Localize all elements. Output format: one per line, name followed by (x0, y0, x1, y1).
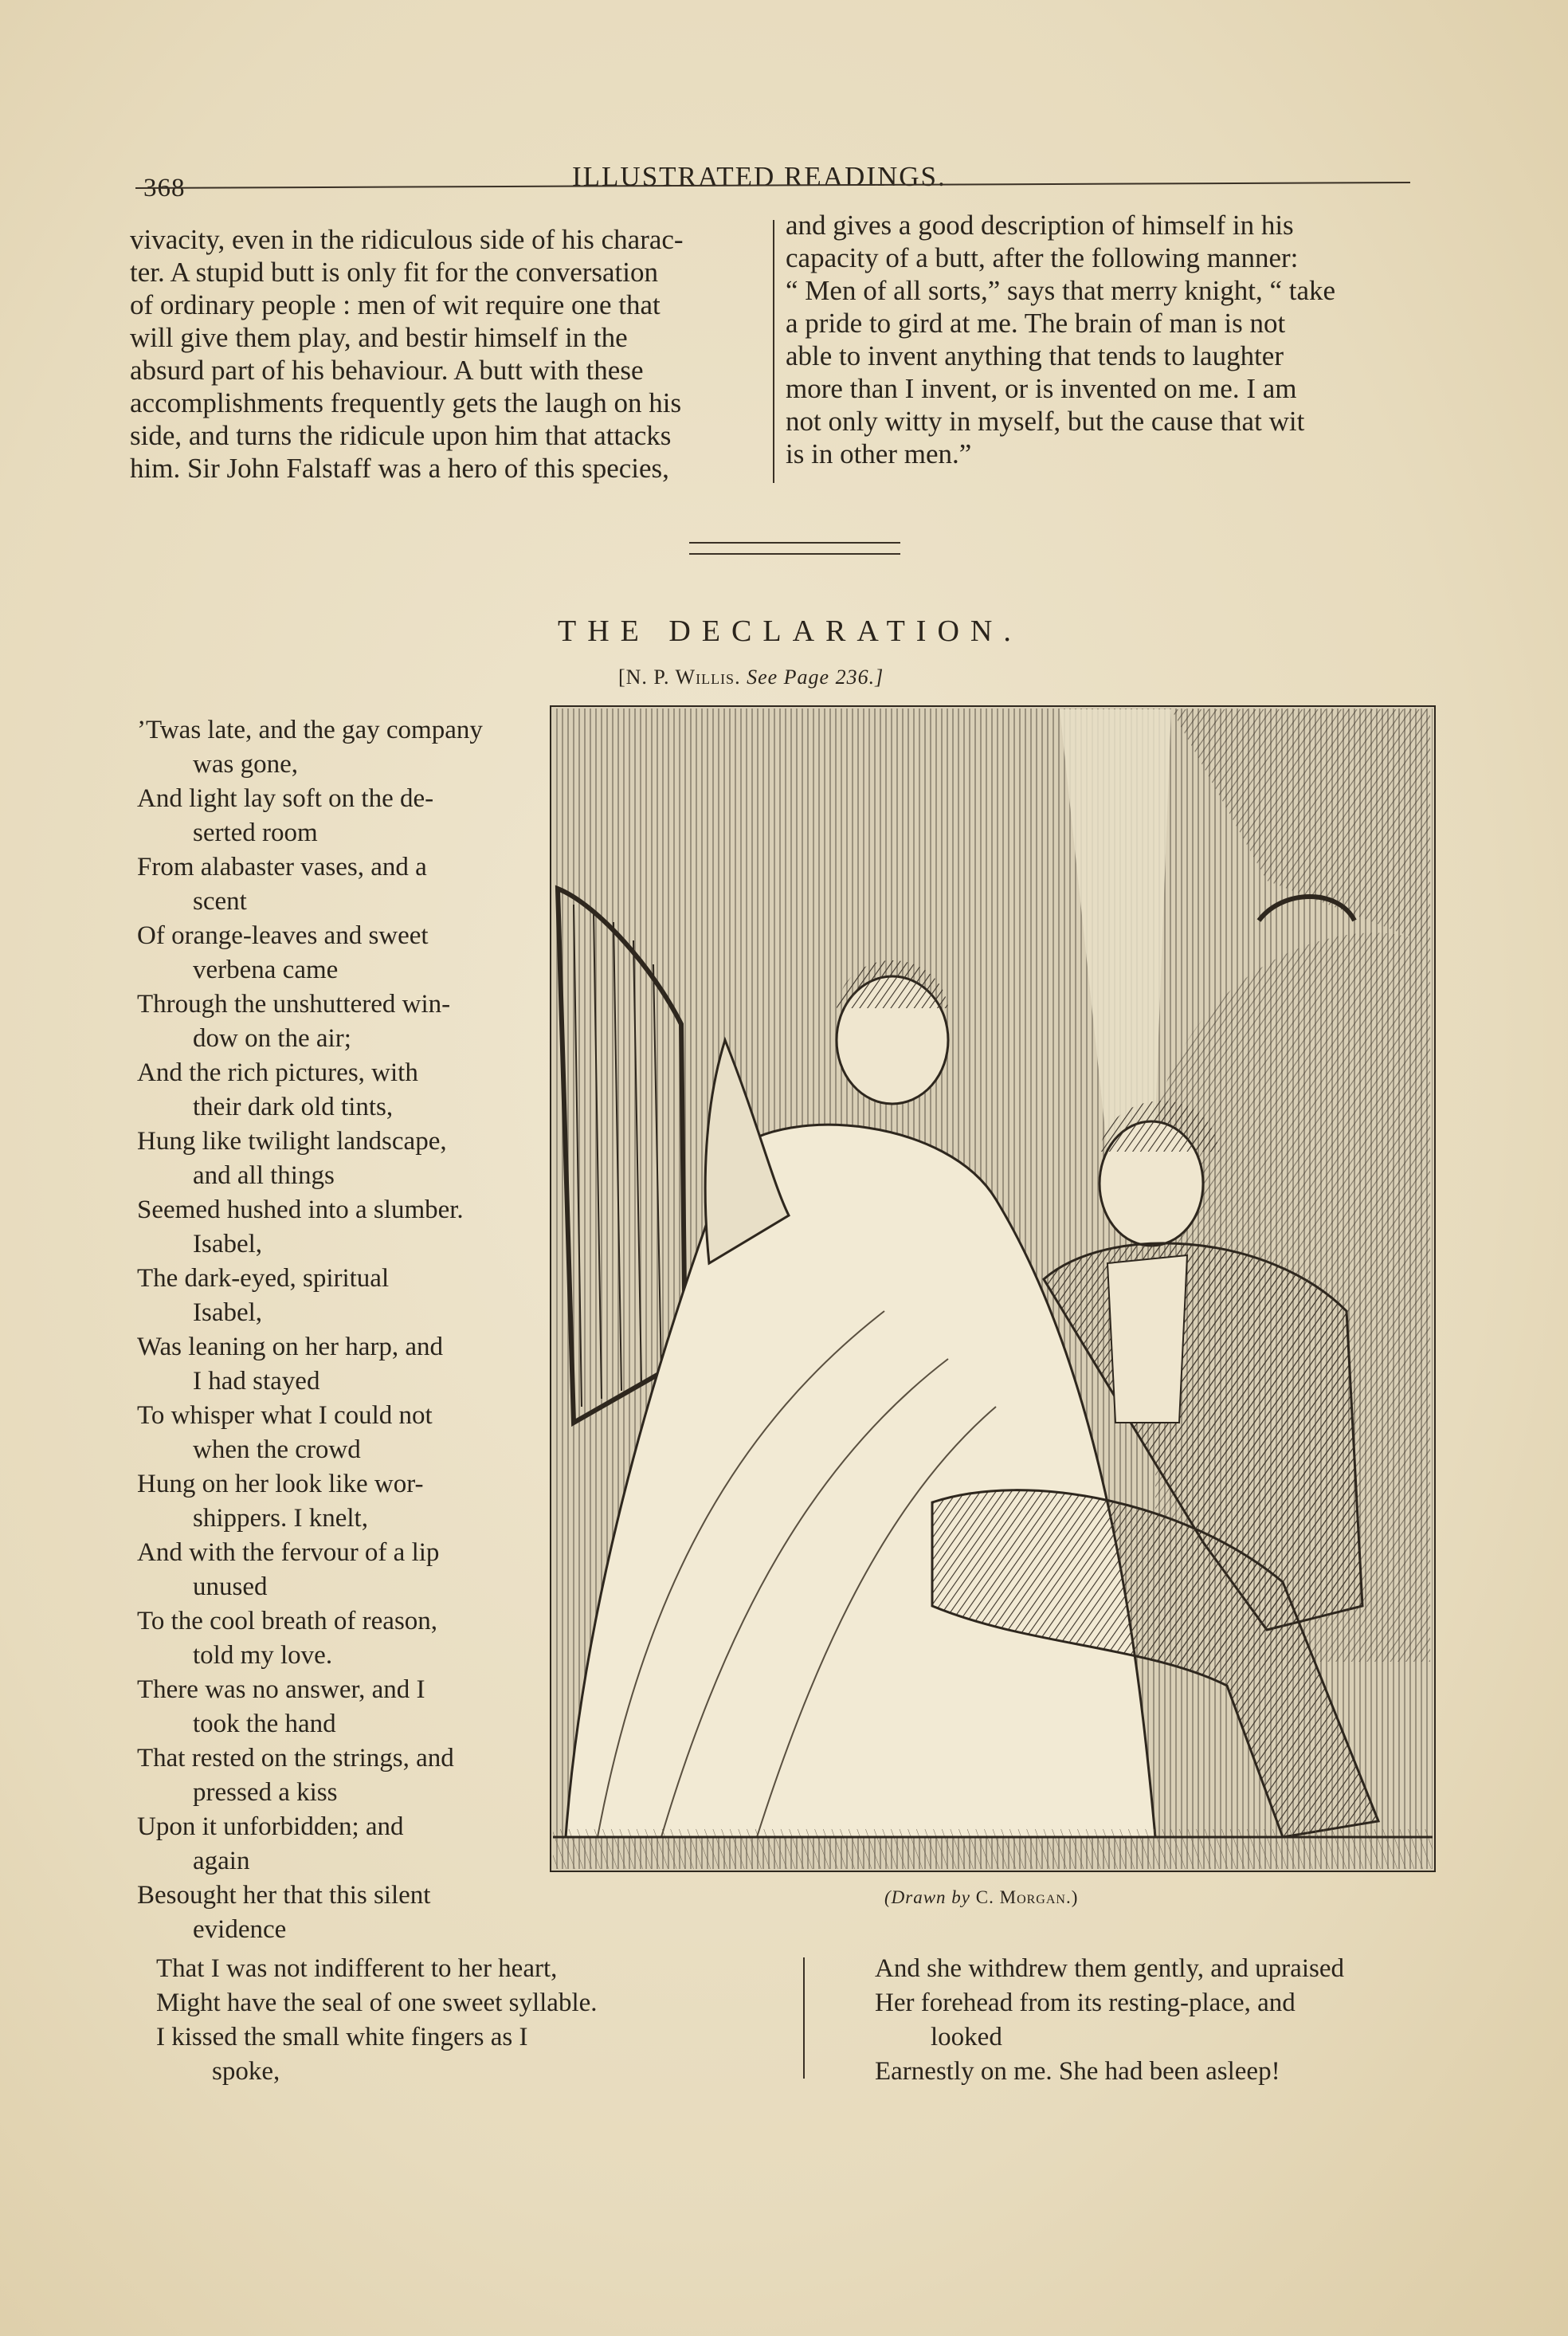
essay-line: absurd part of his behaviour. A butt with these (130, 355, 644, 386)
section-ornament-rule (689, 542, 900, 555)
essay-line: capacity of a butt, after the following manner: (786, 242, 1299, 273)
poem-line: and all things (193, 1161, 335, 1190)
poem-line: looked (931, 2023, 1002, 2051)
poem-line: To the cool breath of reason, (137, 1607, 438, 1635)
poem-line: The dark-eyed, spiritual (137, 1264, 390, 1293)
poem-line: To whisper what I could not (137, 1401, 433, 1430)
essay-line: is in other men.” (786, 438, 972, 469)
essay-line: able to invent anything that tends to laughter (786, 340, 1284, 371)
poem-line: That rested on the strings, and (137, 1744, 454, 1773)
poem-line: And with the fervour of a lip (137, 1538, 440, 1567)
essay-line: “ Men of all sorts,” says that merry knight, “ take (786, 275, 1336, 306)
poem-line: ’Twas late, and the gay company (137, 716, 483, 744)
essay-line: and gives a good description of himself in his (786, 210, 1294, 241)
poem-line: Of orange-leaves and sweet (137, 921, 429, 950)
essay-line: not only witty in myself, but the cause that wit (786, 406, 1305, 437)
poem-line: Through the unshuttered win- (137, 990, 451, 1019)
poem-line: Seemed hushed into a slumber. (137, 1195, 464, 1224)
poem-bottom-left-column (156, 1952, 714, 2089)
essay-line: will give them play, and bestir himself in the (130, 322, 628, 353)
poem-line: Hung on her look like wor- (137, 1470, 424, 1498)
poem-line: verbena came (193, 956, 339, 984)
poem-see-page: See Page 236.] (747, 665, 884, 689)
poem-line: Was leaning on her harp, and (137, 1333, 444, 1361)
poem-bottom-right-column (875, 1952, 1480, 2089)
poem-line: was gone, (193, 750, 298, 779)
column-divider (803, 1957, 805, 2079)
poem-left-column (137, 713, 535, 1947)
essay-line: him. Sir John Falstaff was a hero of this species, (130, 453, 669, 484)
caption-prefix: (Drawn by (884, 1887, 971, 1907)
essay-line: of ordinary people : men of wit require one that (130, 289, 661, 320)
poem-line: There was no answer, and I (137, 1675, 425, 1704)
running-title: ILLUSTRATED READINGS. (572, 161, 947, 192)
poem-line: Besought her that this silent (137, 1881, 431, 1910)
essay-right-column (786, 209, 1423, 470)
poem-line: when the crowd (193, 1435, 361, 1464)
caption-artist: C. Morgan.) (975, 1887, 1079, 1907)
essay-line: side, and turns the ridicule upon him that attacks (130, 420, 672, 451)
essay-line: vivacity, even in the ridiculous side of his charac- (130, 224, 684, 255)
poem-line: And she withdrew them gently, and upraised (875, 1954, 1344, 1983)
poem-line: Upon it unforbidden; and (137, 1812, 404, 1841)
poem-line: told my love. (193, 1641, 333, 1670)
poem-line: their dark old tints, (193, 1093, 394, 1121)
poem-line: Might have the seal of one sweet syllable. (156, 1989, 598, 2017)
poem-byline (618, 665, 884, 689)
poem-line: took the hand (193, 1710, 336, 1738)
essay-left-column (130, 223, 759, 485)
poem-title: THE DECLARATION. (558, 614, 1022, 648)
poem-line: I had stayed (193, 1367, 320, 1396)
poem-line: Her forehead from its resting-place, and (875, 1989, 1296, 2017)
poem-line: From alabaster vases, and a (137, 853, 427, 881)
poem-line: Isabel, (193, 1298, 263, 1327)
poem-author: [N. P. Willis. (618, 665, 741, 689)
poem-line: And light lay soft on the de- (137, 784, 434, 813)
poem-line: pressed a kiss (193, 1778, 338, 1807)
poem-line: Isabel, (193, 1230, 263, 1258)
column-divider (773, 220, 774, 483)
essay-line: a pride to gird at me. The brain of man is not (786, 308, 1286, 339)
essay-line: accomplishments frequently gets the laugh on his (130, 387, 682, 418)
poem-line: spoke, (212, 2057, 280, 2086)
poem-line: Hung like twilight landscape, (137, 1127, 447, 1156)
essay-line: ter. A stupid butt is only fit for the conversation (130, 257, 658, 288)
engraving-illustration (550, 705, 1436, 1872)
poem-line: unused (193, 1572, 268, 1601)
poem-line: dow on the air; (193, 1024, 351, 1053)
poem-line: And the rich pictures, with (137, 1058, 418, 1087)
poem-line: serted room (193, 819, 318, 847)
poem-line: shippers. I knelt, (193, 1504, 368, 1533)
poem-line: That I was not indifferent to her heart, (156, 1954, 558, 1983)
illustration-caption (884, 1887, 1078, 1908)
essay-line: more than I invent, or is invented on me. I am (786, 373, 1297, 404)
poem-line: scent (193, 887, 247, 916)
poem-line: I kissed the small white fingers as I (156, 2023, 528, 2051)
page-number: 368 (143, 174, 186, 202)
poem-line: again (193, 1847, 250, 1875)
poem-line: evidence (193, 1915, 287, 1944)
poem-line: Earnestly on me. She had been asleep! (875, 2057, 1280, 2086)
